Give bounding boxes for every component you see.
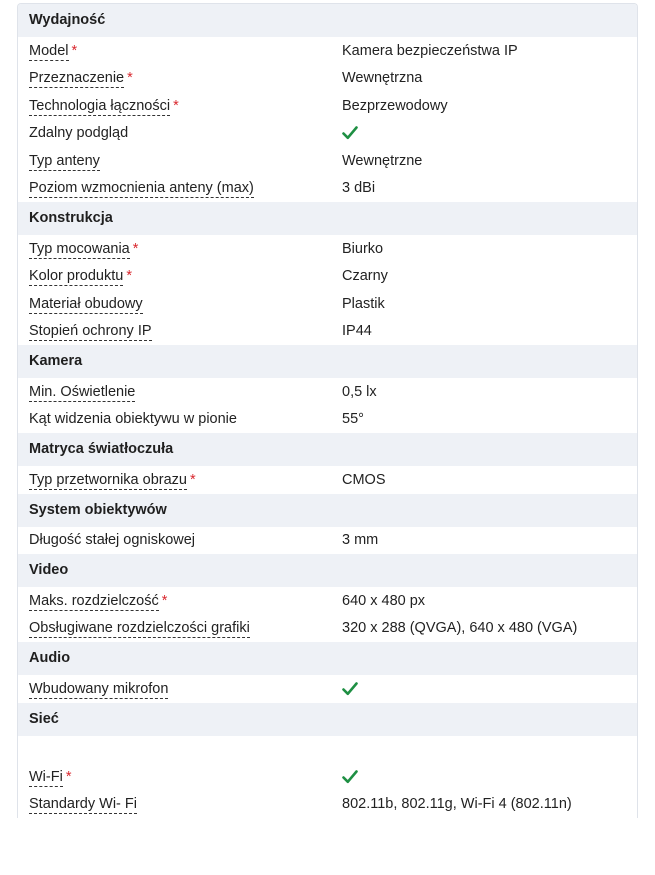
section-header-camera: Kamera	[18, 345, 637, 378]
spec-value: Kamera bezpieczeństwa IP	[342, 42, 518, 59]
spec-value: Czarny	[342, 268, 388, 285]
required-star: *	[65, 768, 72, 785]
spec-row	[18, 791, 637, 819]
spec-row	[18, 263, 637, 291]
spec-row	[18, 318, 637, 346]
spec-label-cell	[18, 296, 342, 312]
required-star: *	[127, 70, 133, 87]
spec-row	[18, 406, 637, 434]
spec-label-tooltip[interactable]: Model	[29, 42, 69, 59]
spec-label-cell	[18, 43, 342, 59]
spec-label-tooltip[interactable]: Maks. rozdzielczość	[29, 592, 159, 609]
spec-row	[18, 587, 637, 615]
spec-label-tooltip[interactable]: Stopień ochrony IP	[29, 323, 152, 340]
spec-label-tooltip[interactable]: Typ anteny	[29, 152, 100, 169]
spec-label-cell	[18, 153, 342, 169]
spec-row	[18, 120, 637, 148]
spec-row	[18, 675, 637, 703]
section-header-network: Sieć	[18, 703, 637, 736]
spec-label-cell	[18, 70, 342, 86]
spec-row	[18, 147, 637, 175]
spec-value: IP44	[342, 323, 372, 340]
specification-table	[17, 3, 638, 818]
spec-label-cell	[18, 268, 342, 284]
required-star: *	[126, 268, 132, 285]
spec-value: 640 x 480 px	[342, 592, 426, 609]
spec-label-cell	[18, 384, 342, 400]
spec-label-tooltip[interactable]: Przeznaczenie	[29, 70, 125, 87]
spec-label-tooltip[interactable]: Obsługiwane rozdzielczości grafiki	[29, 620, 250, 637]
spec-label-tooltip[interactable]: Standardy Wi- Fi	[29, 796, 137, 813]
spec-label-cell	[18, 98, 342, 114]
required-star: *	[161, 592, 168, 609]
spec-label-tooltip[interactable]: Kolor produktu	[29, 268, 124, 285]
spec-row	[18, 527, 637, 555]
spec-label-tooltip[interactable]: Technologia łączności	[29, 97, 171, 114]
spec-label-cell	[18, 125, 342, 141]
spec-label-tooltip[interactable]: Materiał obudowy	[29, 295, 143, 312]
spec-label-tooltip[interactable]: Typ przetwornika obrazu	[29, 471, 187, 488]
spec-label-cell	[18, 323, 342, 339]
spec-label-cell	[18, 241, 342, 257]
spec-row	[18, 466, 637, 494]
spec-value: CMOS	[342, 471, 386, 488]
spec-label-tooltip[interactable]: Typ mocowania	[29, 240, 130, 257]
spec-row	[18, 65, 637, 93]
spec-label-tooltip[interactable]: Wbudowany mikrofon	[29, 680, 169, 697]
spec-label-cell	[18, 769, 342, 791]
spec-label-cell	[18, 796, 342, 812]
spec-row	[18, 92, 637, 120]
spec-value: Biurko	[342, 240, 384, 257]
check-icon	[342, 126, 358, 140]
section-header-image-sensor: Matryca światłoczuła	[18, 433, 637, 466]
spec-label-cell	[18, 180, 342, 196]
spec-value: Bezprzewodowy	[342, 97, 448, 114]
spec-label-tooltip[interactable]: Poziom wzmocnienia anteny (max)	[29, 180, 254, 197]
check-icon	[342, 682, 358, 696]
spec-row	[18, 175, 637, 203]
spec-label-cell	[18, 593, 342, 609]
spec-value: 55°	[342, 411, 364, 428]
spec-label-cell	[18, 620, 342, 636]
spec-value: 320 x 288 (QVGA), 640 x 480 (VGA)	[342, 620, 578, 637]
required-star: *	[71, 42, 78, 59]
spec-row	[18, 235, 637, 263]
spec-value: 802.11b, 802.11g, Wi-Fi 4 (802.11n)	[342, 796, 572, 813]
section-header-lens-system: System obiektywów	[18, 494, 637, 527]
spec-label-tooltip[interactable]: Wi-Fi	[29, 768, 63, 785]
spec-label: Kąt widzenia obiektywu w pionie	[29, 411, 237, 428]
spec-label-cell	[18, 472, 342, 488]
spec-label-cell	[18, 681, 342, 697]
section-header-construction: Konstrukcja	[18, 202, 637, 235]
spec-label: Zdalny podgląd	[29, 125, 129, 142]
spec-row	[18, 736, 637, 791]
check-icon	[342, 770, 358, 784]
spec-row	[18, 290, 637, 318]
spec-value: Wewnętrzna	[342, 70, 423, 87]
spec-value: Wewnętrzne	[342, 152, 423, 169]
required-star: *	[173, 97, 179, 114]
required-star: *	[189, 471, 196, 488]
spec-row	[18, 378, 637, 406]
spec-label-cell	[18, 532, 342, 548]
required-star: *	[132, 240, 139, 257]
spec-value	[342, 125, 637, 141]
spec-value: 3 mm	[342, 532, 379, 549]
spec-value: 3 dBi	[342, 180, 376, 197]
section-header-video: Video	[18, 554, 637, 587]
spec-label-tooltip[interactable]: Min. Oświetlenie	[29, 383, 136, 400]
spec-value: Plastik	[342, 295, 385, 312]
section-header-performance: Wydajność	[18, 4, 637, 37]
spec-value	[342, 769, 637, 791]
spec-value	[342, 681, 637, 697]
spec-row	[18, 615, 637, 643]
spec-label-cell	[18, 411, 342, 427]
spec-row	[18, 37, 637, 65]
spec-value: 0,5 lx	[342, 383, 377, 400]
section-header-audio: Audio	[18, 642, 637, 675]
spec-label: Długość stałej ogniskowej	[29, 532, 196, 549]
